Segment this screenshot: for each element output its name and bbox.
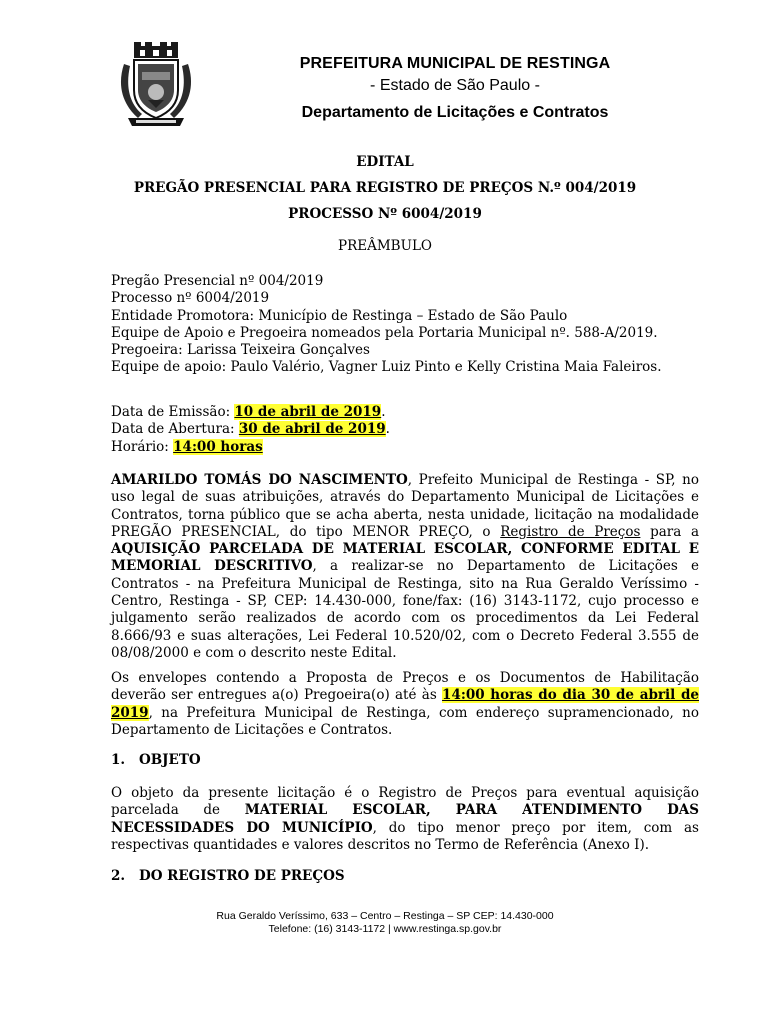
opening-date-value: 30 de abril de 2019 [238, 421, 386, 438]
opening-date-line [111, 421, 699, 438]
section-number: 1. [111, 752, 126, 768]
dates-block [111, 404, 699, 456]
mayor-text-3: , a realizar-se no Departamento de Licitações e Contratos - na Prefeitura Municipal de Restinga, sito na Rua Geraldo Veríssimo - Centro, Restinga - SP, CEP: 14.430-000, fone/fax: (16) 3143-1172, cujo processo e julgamento serão realizados de acordo com os procedimentos da Lei Federal 8.666/93 e suas alterações, Lei Federal 10.520/02, com o Decreto Federal 3.555 de 08/08/2000 e com o descrito neste Edital. [111, 558, 700, 661]
preamble-line: Pregoeira: Larissa Teixeira Gonçalves [111, 342, 370, 359]
opening-date-suffix: . [385, 421, 390, 438]
document-title: PREGÃO PRESENCIAL PARA REGISTRO DE PREÇOS N.º 004/2019 [133, 180, 637, 196]
preamble-line: Equipe de Apoio e Pregoeira nomeados pela Portaria Municipal nº. 588-A/2019. [111, 324, 658, 341]
section-title: OBJETO [139, 752, 201, 768]
section-heading-objeto [111, 752, 201, 768]
department-name: Departamento de Licitações e Contratos [301, 104, 609, 121]
envelopes-text-1: Os envelopes contendo a Proposta de Preços e os Documentos de Habilitação deverão ser entregues a(o) Pregoeira(o) até às [111, 670, 699, 704]
preamble-line: Processo nº 6004/2019 [111, 290, 270, 307]
objeto-text-2: , do tipo menor preço por item, com as respectivas quantidades e valores descritos no Termo de Referência (Anexo I). [111, 819, 699, 853]
envelopes-text-2: , na Prefeitura Municipal de Restinga, com endereço supramencionado, no Departamento de Licitações e Contratos. [111, 704, 699, 738]
time-value: 14:00 horas [173, 438, 263, 455]
registro-precos-text: Registro de Preços [500, 523, 641, 540]
preamble-line: Entidade Promotora: Município de Restinga – Estado de São Paulo [111, 307, 568, 324]
section-number: 2. [111, 868, 126, 884]
objeto-text-1: O objeto da presente licitação é o Registro de Preços para eventual aquisição parcelada de [111, 785, 699, 819]
objeto-paragraph [111, 785, 699, 854]
section-title: DO REGISTRO DE PREÇOS [139, 868, 345, 884]
preamble-line: Pregão Presencial nº 004/2019 [111, 273, 324, 289]
deadline-highlight: 14:00 horas do dia 30 de abril de 2019 [111, 687, 699, 721]
time-line [111, 439, 699, 456]
time-label: Horário: [111, 438, 174, 455]
emission-date-line [111, 404, 699, 421]
section-heading-registro-precos [111, 868, 345, 884]
footer-address: Rua Geraldo Veríssimo, 633 – Centro – Restinga – SP CEP: 14.430-000 [216, 910, 554, 922]
preamble-line: Equipe de apoio: Paulo Valério, Vagner Luiz Pinto e Kelly Cristina Maia Faleiros. [111, 359, 662, 376]
process-number: PROCESSO Nº 6004/2019 [288, 206, 482, 222]
page-footer [0, 910, 770, 936]
emission-date-value: 10 de abril de 2019 [234, 404, 382, 420]
preamble-heading: PREÂMBULO [337, 238, 432, 254]
footer-phone: Telefone: (16) 3143-1172 | www.restinga.sp.gov.br [268, 923, 502, 935]
emission-date-label: Data de Emissão: [111, 404, 235, 420]
objeto-bold-text: MATERIAL ESCOLAR, PARA ATENDIMENTO DAS NECESSIDADES DO MUNICÍPIO [111, 802, 699, 836]
document-type: EDITAL [356, 154, 414, 170]
preamble-list [111, 273, 699, 377]
mayor-paragraph [111, 472, 699, 662]
opening-date-label: Data de Abertura: [111, 421, 239, 438]
object-bold-text: AQUISIÇÃO PARCELADA DE MATERIAL ESCOLAR, CONFORME EDITAL E MEMORIAL DESCRITIVO [111, 541, 699, 575]
organization-state: - Estado de São Paulo - [370, 77, 540, 94]
organization-title: PREFEITURA MUNICIPAL DE RESTINGA [299, 55, 611, 72]
emission-date-suffix: . [381, 404, 386, 420]
municipal-coat-of-arms-icon [118, 42, 194, 128]
mayor-name: AMARILDO TOMÁS DO NASCIMENTO [111, 472, 408, 488]
mayor-text-2: para a [640, 523, 700, 540]
envelopes-paragraph [111, 670, 699, 739]
mayor-text-1: , Prefeito Municipal de Restinga - SP, no uso legal de suas atribuições, através do Departamento Municipal de Licitações e Contratos, torna público que se acha aberta, nesta unidade, licitação na modalidade PREGÃO PRESENCIAL, do tipo MENOR PREÇO, o [111, 472, 699, 540]
